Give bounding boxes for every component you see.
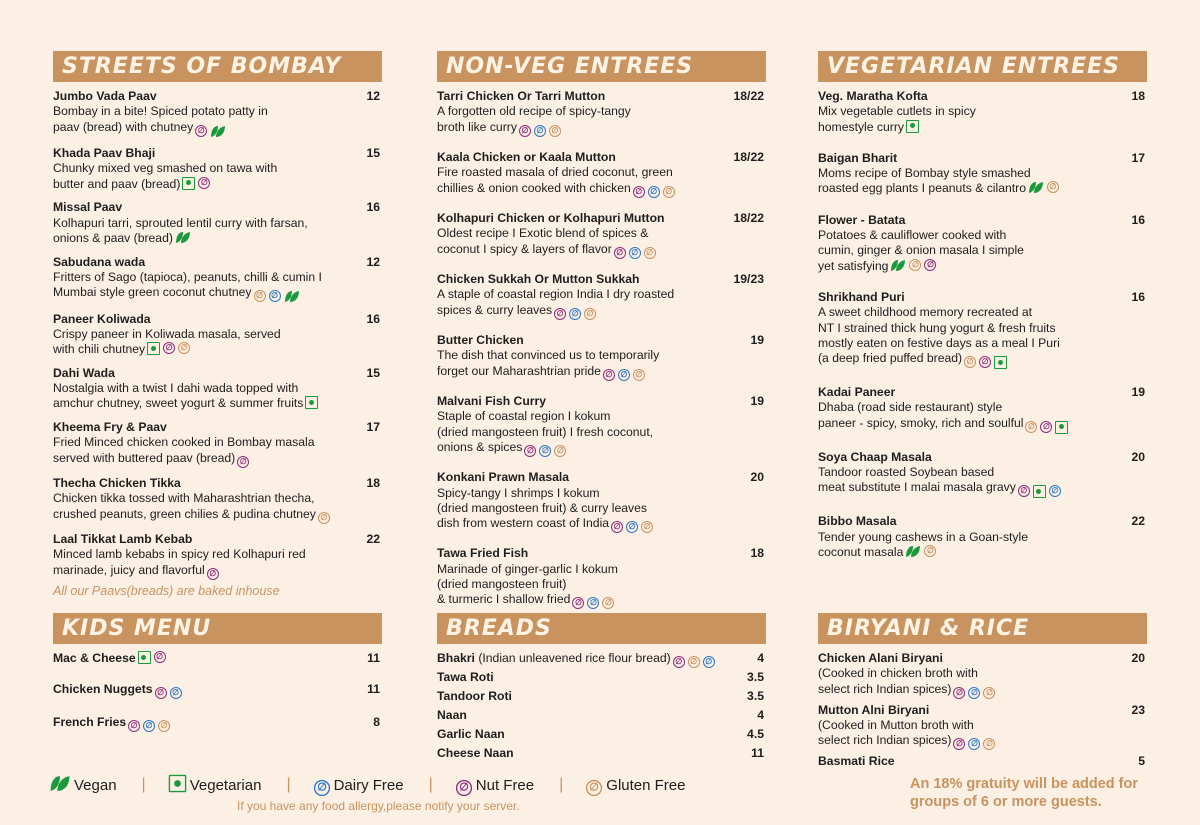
dairy-free-icon: ∅ <box>313 779 329 795</box>
item-description: Moms recipe of Bombay style smashed roasted egg plants I peanuts & cilantro ∅ <box>818 166 1147 197</box>
item-name: Cheese Naan <box>437 746 514 760</box>
vegetarian-icon <box>1055 421 1068 434</box>
gluten-free-icon: ∅ <box>1025 421 1037 433</box>
section-kids-menu <box>53 613 382 732</box>
nut-free-icon: ∅ <box>924 259 936 271</box>
gluten-free-icon: ∅ <box>983 687 995 699</box>
menu-item <box>437 89 766 137</box>
dairy-free-icon: ∅ <box>1049 485 1061 497</box>
item-price: 11 <box>367 682 380 697</box>
nut-free-icon: ∅ <box>198 177 210 189</box>
menu-list <box>53 651 382 732</box>
menu-item <box>53 476 382 524</box>
gluten-free-icon: ∅ <box>688 656 700 668</box>
section-title: NON-VEG ENTREES <box>446 54 694 79</box>
item-price: 4.5 <box>747 727 764 741</box>
dietary-icons <box>195 125 226 138</box>
dietary-icons <box>524 445 566 457</box>
dietary-icons <box>603 369 645 381</box>
gluten-free-icon: ∅ <box>554 445 566 457</box>
gluten-free-icon: ∅ <box>983 738 995 750</box>
item-name: Mutton Alni Biryani <box>818 702 930 717</box>
menu-item <box>818 514 1147 560</box>
section-banner <box>437 613 766 644</box>
item-price: 19 <box>750 332 764 347</box>
dairy-free-icon: ∅ <box>968 738 980 750</box>
dietary-icons <box>673 656 715 668</box>
dairy-free-icon: ∅ <box>170 687 182 699</box>
item-name: Kheema Fry & Paav <box>53 420 167 435</box>
nut-free-icon: ∅ <box>207 568 219 580</box>
item-name: Tandoor Roti <box>437 689 512 703</box>
bread-item <box>437 668 766 687</box>
section-biryani-rice <box>818 613 1147 769</box>
menu-item <box>818 213 1147 274</box>
item-description: Dhaba (road side restaurant) style paneer - spicy, smoky, rich and soulful ∅ ∅ <box>818 400 1147 433</box>
item-description: Marinade of ginger-garlic I kokum (dried mangosteen fruit) & turmeric I shallow fried ∅ ∅ ∅ <box>437 561 618 608</box>
menu-item <box>818 754 1147 769</box>
item-price: 18 <box>1131 89 1145 103</box>
menu-item <box>818 290 1147 369</box>
menu-item <box>53 651 382 666</box>
item-price: 18/22 <box>733 149 764 164</box>
nut-free-icon: ∅ <box>614 247 626 259</box>
nut-free-icon: ∅ <box>519 125 531 137</box>
item-description: Spicy-tangy I shrimps I kokum (dried mangosteen fruit) & curry leaves dish from western coast of India ∅ ∅ ∅ <box>437 486 766 534</box>
item-description: (Cooked in chicken broth with select rich Indian spices) ∅ ∅ ∅ <box>818 666 1147 698</box>
vegan-leaf-icon <box>890 259 906 272</box>
gluten-free-icon: ∅ <box>602 597 614 609</box>
section-banner <box>53 51 382 82</box>
item-name: Bibbo Masala <box>818 514 897 529</box>
nut-free-icon: ∅ <box>603 369 615 381</box>
vegetarian-icon <box>182 177 195 190</box>
legend-icon-wrap <box>588 777 600 794</box>
nut-free-icon: ∅ <box>673 656 685 668</box>
section-title: BIRYANI & RICE <box>827 616 1030 641</box>
dietary-icons <box>182 177 210 190</box>
item-name: Khada Paav Bhaji <box>53 145 156 160</box>
dietary-icons <box>519 125 561 137</box>
item-name: Garlic Naan <box>437 727 505 741</box>
gluten-free-icon: ∅ <box>586 779 602 795</box>
menu-item <box>53 532 382 580</box>
item-description: Oldest recipe I Exotic blend of spices & coconut I spicy & layers of flavor ∅ ∅ ∅ <box>437 226 766 258</box>
menu-item <box>818 450 1147 499</box>
section-streets-of-bombay <box>53 51 382 598</box>
item-description: Minced lamb kebabs in spicy red Kolhapuri red marinade, juicy and flavorful ∅ <box>53 547 306 578</box>
item-price: 3.5 <box>747 670 764 684</box>
nut-free-icon: ∅ <box>611 521 623 533</box>
section-title: VEGETARIAN ENTREES <box>827 54 1120 79</box>
legend-divider: | <box>559 776 564 793</box>
legend-divider: | <box>286 776 291 793</box>
menu-item <box>818 385 1147 434</box>
vegetarian-icon <box>168 774 186 792</box>
menu-item <box>53 366 382 412</box>
vegan-leaf-icon <box>905 545 921 558</box>
legend-label: Gluten Free <box>606 776 686 794</box>
dietary-icons <box>138 651 166 664</box>
dietary-icons <box>1025 421 1068 434</box>
section-vegetarian-entrees <box>818 51 1147 560</box>
item-name: Butter Chicken <box>437 332 524 347</box>
dairy-free-icon: ∅ <box>629 247 641 259</box>
menu-item <box>437 470 766 533</box>
section-title: BREADS <box>446 616 552 641</box>
vegan-leaf-icon <box>49 774 71 792</box>
dietary-icons <box>906 120 919 133</box>
nut-free-icon: ∅ <box>1018 485 1030 497</box>
item-name: Soya Chaap Masala <box>818 449 932 464</box>
dietary-icons <box>128 720 170 732</box>
nut-free-icon: ∅ <box>155 687 167 699</box>
item-price: 4 <box>757 651 764 665</box>
dietary-icons <box>175 231 191 244</box>
dietary-icons <box>633 186 675 198</box>
dietary-icons <box>1028 181 1059 194</box>
legend-divider: | <box>428 776 433 793</box>
legend-icon-wrap <box>171 777 184 794</box>
gluten-free-icon: ∅ <box>549 125 561 137</box>
dairy-free-icon: ∅ <box>648 186 660 198</box>
dietary-icons <box>953 738 995 750</box>
dairy-free-icon: ∅ <box>539 445 551 457</box>
nut-free-icon: ∅ <box>237 456 249 468</box>
item-name: Kolhapuri Chicken or Kolhapuri Mutton <box>437 210 665 225</box>
item-description: Fried Minced chicken cooked in Bombay masala served with buttered paav (bread) ∅ <box>53 435 315 466</box>
section-breads <box>437 613 766 763</box>
item-price: 18 <box>750 546 764 561</box>
gluten-free-icon: ∅ <box>964 356 976 368</box>
vegan-leaf-icon <box>1028 181 1044 194</box>
item-description: Chicken tikka tossed with Maharashtrian thecha, crushed peanuts, green chilies & pudina chutney ∅ <box>53 491 382 523</box>
item-name: Thecha Chicken Tikka <box>53 476 181 491</box>
gluten-free-icon: ∅ <box>633 369 645 381</box>
dietary-icons <box>554 308 596 320</box>
item-price: 12 <box>366 254 380 269</box>
dairy-free-icon: ∅ <box>626 521 638 533</box>
section-banner <box>437 51 766 82</box>
vegan-leaf-icon <box>284 290 300 303</box>
legend-icon-wrap <box>52 777 68 794</box>
item-price: 5 <box>1138 754 1145 769</box>
item-description: A staple of coastal region India I dry roasted spices & curry leaves ∅ ∅ ∅ <box>437 287 675 318</box>
gratuity-note: An 18% gratuity will be added for groups of 6 or more guests. <box>910 776 1139 810</box>
item-name: Kaala Chicken or Kaala Mutton <box>437 149 616 164</box>
item-price: 12 <box>366 89 380 103</box>
bread-item <box>437 649 766 668</box>
legend-nut-free <box>458 777 534 794</box>
legend-label: Nut Free <box>475 776 535 794</box>
nut-free-icon: ∅ <box>524 445 536 457</box>
gluten-free-icon: ∅ <box>644 247 656 259</box>
dietary-icons <box>237 456 249 468</box>
item-name: Basmati Rice <box>818 754 895 769</box>
bread-item <box>437 744 766 763</box>
item-price: 20 <box>1131 449 1145 464</box>
dairy-free-icon: ∅ <box>534 125 546 137</box>
item-price: 15 <box>366 145 380 160</box>
bread-note: All our Paavs(breads) are baked inhouse <box>53 583 280 598</box>
menu-item <box>53 420 382 468</box>
legend-icon-wrap <box>458 777 470 794</box>
vegetarian-icon <box>906 120 919 133</box>
bread-item <box>437 706 766 725</box>
section-non-veg-entrees <box>437 51 766 609</box>
item-description: Chunky mixed veg smashed on tawa with butter and paav (bread) ∅ <box>53 161 278 191</box>
gluten-free-icon: ∅ <box>924 545 936 557</box>
menu-item <box>818 151 1147 197</box>
vegetarian-icon <box>305 396 318 409</box>
dietary-icons <box>155 687 182 699</box>
legend-icon-wrap <box>316 777 328 794</box>
item-name: Dahi Wada <box>53 365 115 380</box>
item-description: Staple of coastal region I kokum (dried mangosteen fruit) I fresh coconut, onions & spices ∅ ∅ ∅ <box>437 409 654 455</box>
menu-item <box>437 272 766 320</box>
item-description: A forgotten old recipe of spicy-tangy broth like curry ∅ ∅ ∅ <box>437 104 631 135</box>
menu-item <box>53 312 382 358</box>
dietary-icons <box>964 356 1007 369</box>
nut-free-icon: ∅ <box>953 687 965 699</box>
menu-item <box>437 546 766 609</box>
nut-free-icon: ∅ <box>195 125 207 137</box>
nut-free-icon: ∅ <box>554 308 566 320</box>
gluten-free-icon: ∅ <box>584 308 596 320</box>
dietary-legend <box>52 776 686 794</box>
dairy-free-icon: ∅ <box>587 597 599 609</box>
section-title: STREETS OF BOMBAY <box>62 54 342 79</box>
item-price: 4 <box>757 708 764 722</box>
dietary-icons <box>890 259 936 272</box>
item-name: Laal Tikkat Lamb Kebab <box>53 532 193 547</box>
item-price: 18/22 <box>733 89 764 103</box>
item-name: Shrikhand Puri <box>818 289 905 304</box>
vegetarian-icon <box>994 356 1007 369</box>
nut-free-icon: ∅ <box>456 779 472 795</box>
bread-list <box>437 649 766 763</box>
item-price: 20 <box>1131 651 1145 665</box>
menu-list <box>818 651 1147 769</box>
legend-label: Vegetarian <box>189 776 262 794</box>
item-price: 19 <box>750 393 764 408</box>
item-price: 15 <box>366 365 380 380</box>
item-price: 16 <box>1131 289 1145 304</box>
item-price: 16 <box>1131 212 1145 227</box>
bread-item <box>437 687 766 706</box>
item-description: Fire roasted masala of dried coconut, green chillies & onion cooked with chicken ∅ ∅ ∅ <box>437 165 673 196</box>
bread-item <box>437 725 766 744</box>
menu-list <box>437 89 766 609</box>
item-price: 3.5 <box>747 689 764 703</box>
nut-free-icon: ∅ <box>572 597 584 609</box>
item-name: Chicken Alani Biryani <box>818 651 943 665</box>
gluten-free-icon: ∅ <box>158 720 170 732</box>
item-price: 17 <box>1131 150 1145 165</box>
vegetarian-icon <box>1033 485 1046 498</box>
item-description: Crispy paneer in Koliwada masala, served with chili chutney ∅ ∅ <box>53 326 281 357</box>
dairy-free-icon: ∅ <box>569 308 581 320</box>
gluten-free-icon: ∅ <box>663 186 675 198</box>
section-banner <box>53 613 382 644</box>
item-name: French Fries ∅ ∅ ∅ <box>53 715 382 732</box>
item-price: 18 <box>366 476 380 491</box>
gluten-free-icon: ∅ <box>1047 181 1059 193</box>
dietary-icons <box>614 247 656 259</box>
dairy-free-icon: ∅ <box>143 720 155 732</box>
menu-item <box>53 146 382 192</box>
item-price: 16 <box>366 200 380 215</box>
item-name: Kadai Paneer <box>818 385 896 400</box>
item-price: 19 <box>1131 385 1145 400</box>
item-name: Tawa Roti <box>437 670 494 684</box>
item-name: Tarri Chicken Or Tarri Mutton <box>437 89 606 103</box>
item-price: 16 <box>366 311 380 326</box>
item-price: 18/22 <box>733 210 764 225</box>
dietary-icons <box>1018 485 1061 498</box>
item-name: Flower - Batata <box>818 212 906 227</box>
gluten-free-icon: ∅ <box>318 512 330 524</box>
nut-free-icon: ∅ <box>163 342 175 354</box>
item-name: Bhakri (Indian unleavened rice flour bread) ∅ ∅ ∅ <box>437 649 715 668</box>
menu-item <box>437 150 766 198</box>
item-name: Konkani Prawn Masala <box>437 470 570 485</box>
item-name: Naan <box>437 708 467 722</box>
item-name: Paneer Koliwada <box>53 311 151 326</box>
gluten-free-icon: ∅ <box>254 290 266 302</box>
nut-free-icon: ∅ <box>953 738 965 750</box>
item-description: (Cooked in Mutton broth with select rich Indian spices) ∅ ∅ ∅ <box>818 718 1147 750</box>
menu-item <box>53 200 382 246</box>
menu-item <box>818 703 1147 751</box>
dietary-icons <box>611 521 653 533</box>
dietary-icons <box>207 568 219 580</box>
nut-free-icon: ∅ <box>979 356 991 368</box>
menu-item <box>53 89 382 138</box>
menu-item <box>53 255 382 304</box>
item-price: 22 <box>366 532 380 547</box>
legend-vegetarian <box>171 777 262 794</box>
item-detail: (Indian unleavened rice flour bread) <box>474 651 671 665</box>
item-name: Tawa Fried Fish <box>437 546 529 561</box>
legend-label: Vegan <box>74 776 117 794</box>
dairy-free-icon: ∅ <box>618 369 630 381</box>
item-price: 19/23 <box>733 271 764 286</box>
allergy-note: If you have any food allergy,please notify your server. <box>237 799 520 813</box>
menu-item <box>53 715 382 732</box>
legend-divider: | <box>141 776 146 793</box>
item-name: Missal Paav <box>53 200 123 215</box>
item-price: 11 <box>751 746 764 760</box>
legend-dairy-free <box>316 777 404 794</box>
dietary-icons <box>305 396 318 409</box>
nut-free-icon: ∅ <box>633 186 645 198</box>
menu-list <box>818 89 1147 560</box>
dietary-icons <box>147 342 190 355</box>
menu-item <box>437 211 766 259</box>
nut-free-icon: ∅ <box>1040 421 1052 433</box>
menu-item <box>437 394 766 457</box>
item-description: Potatoes & cauliflower cooked with cumin, ginger & onion masala I simple yet satisfying ∅ ∅ <box>818 228 1024 273</box>
item-description: A sweet childhood memory recreated at NT I strained thick hung yogurt & fresh fruits mostly eaten on festive days as a meal I Puri (a deep fried puffed bread) ∅ ∅ <box>818 305 1147 369</box>
item-name: Chicken Sukkah Or Mutton Sukkah <box>437 271 640 286</box>
dietary-icons <box>254 290 300 303</box>
menu-item <box>437 333 766 381</box>
item-description: Bombay in a bite! Spiced potato patty in paav (bread) with chutney ∅ <box>53 104 382 137</box>
gluten-free-icon: ∅ <box>909 259 921 271</box>
vegetarian-icon <box>147 342 160 355</box>
item-price: 8 <box>373 715 380 730</box>
section-banner <box>818 613 1147 644</box>
item-description: Kolhapuri tarri, sprouted lentil curry with farsan, onions & paav (bread) <box>53 215 308 245</box>
item-description: Tender young cashews in a Goan-style coconut masala ∅ <box>818 529 1029 559</box>
nut-free-icon: ∅ <box>128 720 140 732</box>
vegan-leaf-icon <box>210 125 226 138</box>
dietary-icons <box>905 545 936 558</box>
item-name: Sabudana wada <box>53 254 146 269</box>
item-description: Tandoor roasted Soybean based meat substitute I malai masala gravy ∅ ∅ <box>818 465 1147 498</box>
legend-vegan <box>52 777 117 794</box>
dairy-free-icon: ∅ <box>968 687 980 699</box>
item-name: Malvani Fish Curry <box>437 393 547 408</box>
menu-item <box>53 682 382 699</box>
vegan-leaf-icon <box>175 231 191 244</box>
item-name: Jumbo Vada Paav <box>53 89 157 103</box>
menu-item <box>818 89 1147 135</box>
item-description: Mix vegetable cutlets in spicy homestyle curry <box>818 104 976 134</box>
menu-list <box>53 89 382 580</box>
item-price: 20 <box>750 470 764 485</box>
item-name: Baigan Bharit <box>818 150 898 165</box>
vegetarian-icon <box>138 651 151 664</box>
item-name: Chicken Nuggets ∅ ∅ <box>53 682 382 699</box>
item-price: 23 <box>1131 702 1145 717</box>
gluten-free-icon: ∅ <box>641 521 653 533</box>
item-price: 17 <box>366 420 380 435</box>
dietary-icons <box>318 512 330 524</box>
section-title: KIDS MENU <box>62 616 212 641</box>
dairy-free-icon: ∅ <box>269 290 281 302</box>
dairy-free-icon: ∅ <box>703 656 715 668</box>
dietary-icons <box>953 687 995 699</box>
item-name: Veg. Maratha Kofta <box>818 89 928 103</box>
item-description: Nostalgia with a twist I dahi wada topped with amchur chutney, sweet yogurt & summer fruits <box>53 381 382 412</box>
item-name: Mac & Cheese ∅ <box>53 651 382 666</box>
item-description: The dish that convinced us to temporarily forget our Maharashtrian pride ∅ ∅ ∅ <box>437 348 660 379</box>
item-price: 11 <box>367 651 380 665</box>
gluten-free-icon: ∅ <box>178 342 190 354</box>
menu-item <box>818 651 1147 699</box>
dietary-icons <box>572 597 614 609</box>
legend-gluten-free <box>588 777 685 794</box>
item-price: 22 <box>1131 514 1145 529</box>
legend-label: Dairy Free <box>333 776 404 794</box>
section-banner <box>818 51 1147 82</box>
nut-free-icon: ∅ <box>154 651 166 663</box>
item-description: Fritters of Sago (tapioca), peanuts, chilli & cumin I Mumbai style green coconut chutney ∅ ∅ <box>53 270 382 303</box>
